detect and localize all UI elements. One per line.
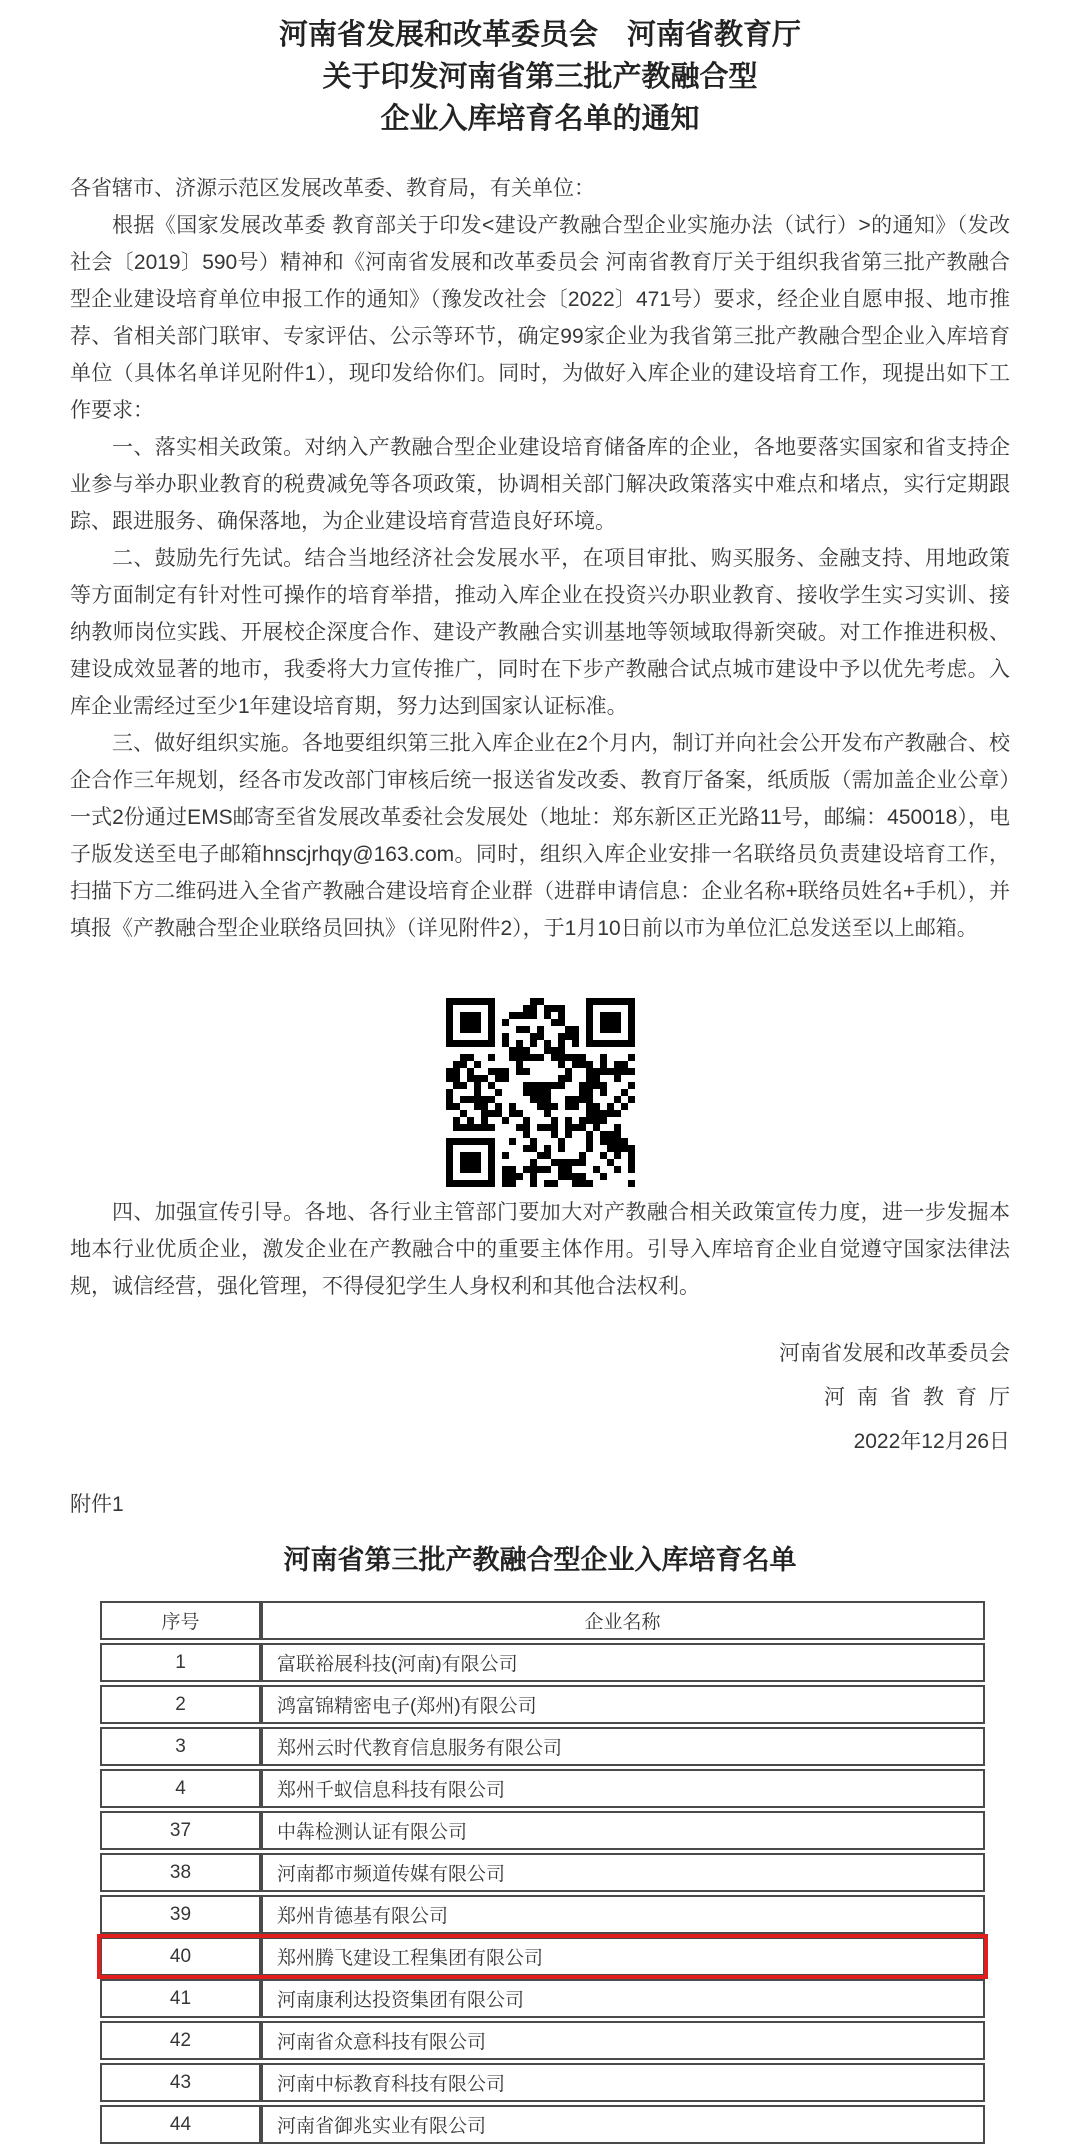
- company-name-cell: 郑州云时代教育信息服务有限公司: [261, 1727, 985, 1766]
- title-line-1: 河南省发展和改革委员会 河南省教育厅: [278, 19, 801, 51]
- company-name-cell: 河南康利达投资集团有限公司: [261, 1979, 985, 2018]
- row-index-cell: 41: [100, 1979, 261, 2018]
- row-index-cell: 44: [100, 2105, 261, 2144]
- header-cell-company: 企业名称: [261, 1601, 985, 1640]
- company-name-cell: 郑州肯德基有限公司: [261, 1895, 985, 1934]
- notice-body-lower: [70, 1194, 1010, 1320]
- table-row: [100, 2105, 985, 2144]
- table-row: [100, 1727, 985, 1766]
- row-index-cell: 37: [100, 1811, 261, 1850]
- table-row: [100, 1769, 985, 1808]
- paragraph-publicity: 四、加强宣传引导。各地、各行业主管部门要加大对产教融合相关政策宣传力度，进一步发掘本地本行业优质企业，激发企业在产教融合中的重要主体作用。引导入库培育企业自觉遵守国家法律法规，诚信经营，强化管理，不得侵犯学生人身权利和其他合法权利。: [70, 1201, 1010, 1298]
- company-name-cell: 富联裕展科技(河南)有限公司: [261, 1643, 985, 1682]
- company-name-cell: 中犇检测认证有限公司: [261, 1811, 985, 1850]
- row-index-cell: 39: [100, 1895, 261, 1934]
- paragraph-pilot: 二、鼓励先行先试。结合当地经济社会发展水平，在项目审批、购买服务、金融支持、用地政策等方面制定有针对性可操作的培育举措，推动入库企业在投资兴办职业教育、接收学生实习实训、接纳教师岗位实践、开展校企深度合作、建设产教融合实训基地等领域取得新突破。对工作推进积极、建设成效显著的地市，我委将大力宣传推广，同时在下步产教融合试点城市建设中予以优先考虑。入库企业需经过至少1年建设培育期，努力达到国家认证标准。: [70, 547, 1010, 718]
- table-header-row: [100, 1601, 985, 1640]
- table-row: [100, 2021, 985, 2060]
- company-name-cell: 河南都市频道传媒有限公司: [261, 1853, 985, 1892]
- notice-body-upper: [70, 170, 1010, 996]
- paragraph-basis: 根据《国家发展改革委 教育部关于印发<建设产教融合型企业实施办法（试行）>的通知》（发改社会〔2019〕590号）精神和《河南省发展和改革委员会 河南省教育厅关于组织我省第三批产教融合型企业建设培育单位申报工作的通知》（豫发改社会〔2022〕471号）要求，经企业自愿申报、地市推荐、省相关部门联审、专家评估、公示等环节，确定99家企业为我省第三批产教融合型企业入库培育单位（具体名单详见附件1），现印发给你们。同时，为做好入库企业的建设培育工作，现提出如下工作要求：: [70, 214, 1010, 422]
- row-index-cell: 1: [100, 1643, 261, 1682]
- paragraph-policy: 一、落实相关政策。对纳入产教融合型企业建设培育储备库的企业，各地要落实国家和省支持企业参与举办职业教育的税费减免等各项政策，协调相关部门解决政策落实中难点和堵点，实行定期跟踪、跟进服务、确保落地，为企业建设培育营造良好环境。: [70, 436, 1010, 533]
- row-index-cell: 4: [100, 1769, 261, 1808]
- row-index-cell: 42: [100, 2021, 261, 2060]
- company-list-title: 河南省第三批产教融合型企业入库培育名单: [283, 1545, 797, 1575]
- row-index-cell: 3: [100, 1727, 261, 1766]
- company-table-head: [100, 1601, 985, 1640]
- attachment-label: 附件1: [70, 1493, 124, 1516]
- company-table-body: [100, 1643, 985, 2144]
- signature-date: 2022年12月26日: [853, 1430, 1010, 1453]
- qr-code-container: [0, 998, 1080, 1187]
- company-name-cell: 郑州腾飞建设工程集团有限公司: [261, 1937, 985, 1976]
- table-row: [100, 1853, 985, 1892]
- signature-block: [779, 1332, 1022, 1464]
- row-index-cell: 43: [100, 2063, 261, 2102]
- title-line-3: 企业入库培育名单的通知: [380, 103, 700, 135]
- document-title: [0, 14, 1080, 140]
- company-name-cell: 河南省御兆实业有限公司: [261, 2105, 985, 2144]
- table-row: [100, 1811, 985, 1850]
- salutation: 各省辖市、济源示范区发展改革委、教育局，有关单位：: [70, 177, 595, 200]
- table-row: [100, 1685, 985, 1724]
- row-index-cell: 40: [100, 1937, 261, 1976]
- table-row: [100, 1895, 985, 1934]
- table-row: [100, 1979, 985, 2018]
- table-row: [100, 2063, 985, 2102]
- signature-issuer-2: 河南省教育厅: [824, 1386, 1022, 1409]
- company-name-cell: 河南省众意科技有限公司: [261, 2021, 985, 2060]
- company-table: [100, 1598, 985, 2147]
- company-name-cell: 鸿富锦精密电子(郑州)有限公司: [261, 1685, 985, 1724]
- company-name-cell: 郑州千蚁信息科技有限公司: [261, 1769, 985, 1808]
- group-join-qr-code: [446, 998, 635, 1187]
- table-row: [100, 1937, 985, 1976]
- header-cell-index: 序号: [100, 1601, 261, 1640]
- row-index-cell: 2: [100, 1685, 261, 1724]
- signature-issuer-1: 河南省发展和改革委员会: [779, 1342, 1010, 1365]
- paragraph-implementation: 三、做好组织实施。各地要组织第三批入库企业在2个月内，制订并向社会公开发布产教融合、校企合作三年规划，经各市发改部门审核后统一报送省发改委、教育厅备案，纸质版（需加盖企业公章）一式2份通过EMS邮寄至省发展改革委社会发展处（地址：郑东新区正光路11号，邮编：450018），电子版发送至电子邮箱hnscjrhqy@163.com。同时，组织入库企业安排一名联络员负责建设培育工作，扫描下方二维码进入全省产教融合建设培育企业群（进群申请信息：企业名称+联络员姓名+手机），并填报《产教融合型企业联络员回执》（详见附件2），于1月10日前以市为单位汇总发送至以上邮箱。: [70, 732, 1010, 940]
- table-row: [100, 1643, 985, 1682]
- company-name-cell: 河南中标教育科技有限公司: [261, 2063, 985, 2102]
- row-index-cell: 38: [100, 1853, 261, 1892]
- title-line-2: 关于印发河南省第三批产教融合型: [322, 61, 758, 93]
